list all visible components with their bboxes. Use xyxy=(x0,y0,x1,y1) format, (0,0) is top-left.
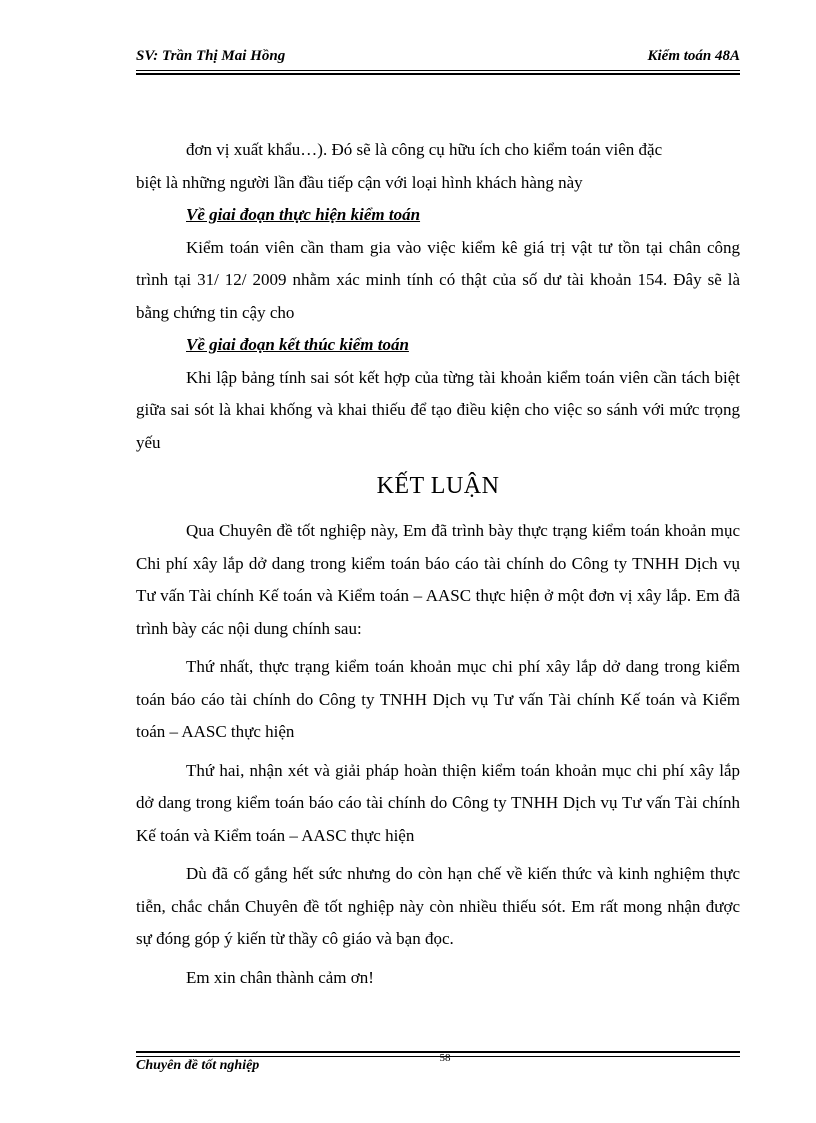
subheading-execution-phase: Về giai đoạn thực hiện kiểm toán xyxy=(186,205,421,224)
paragraph-6: Thứ hai, nhận xét và giải pháp hoàn thiện kiểm toán khoản mục chi phí xây lắp dở dang trong kiểm toán báo cáo tài chính do Công ty TNHH Dịch vụ Tư vấn Tài chính Kế toán và Kiểm toán – AASC thực hiện xyxy=(136,760,740,845)
footer-label: Chuyên đề tốt nghiệp xyxy=(136,1058,260,1073)
document-body xyxy=(136,134,740,994)
page-number: 58 xyxy=(439,1052,451,1064)
page-header xyxy=(136,48,740,65)
paragraph-3: Khi lập bảng tính sai sót kết hợp của từng tài khoản kiểm toán viên cần tách biệt giữa sai sót là khai khống và khai thiếu để tạo điều kiện cho việc so sánh với mức trọng yếu xyxy=(136,367,740,452)
paragraph-7: Dù đã cố gắng hết sức nhưng do còn hạn chế về kiến thức và kinh nghiệm thực tiễn, chắc chắn Chuyên đề tốt nghiệp này còn nhiều thiếu sót. Em rất mong nhận được sự đóng góp ý kiến từ thầy cô giáo và bạn đọc. xyxy=(136,864,740,948)
section-title-conclusion: KẾT LUẬN xyxy=(376,473,500,499)
header-rule-thick xyxy=(136,73,740,75)
header-class: Kiểm toán 48A xyxy=(647,48,740,64)
paragraph-1-rest: biệt là những người lần đầu tiếp cận với loại hình khách hàng này xyxy=(136,172,583,192)
paragraph-1-first-line: đơn vị xuất khẩu…). Đó sẽ là công cụ hữu ích cho kiểm toán viên đặc xyxy=(186,140,663,159)
header-rule-thin xyxy=(136,70,740,71)
paragraph-2: Kiểm toán viên cần tham gia vào việc kiểm kê giá trị vật tư tồn tại chân công trình tại 31/ 12/ 2009 nhằm xác minh tính có thật của số dư tài khoản 154. Đây sẽ là bằng chứng tin cậy cho xyxy=(136,237,740,322)
subheading-completion-phase: Về giai đoạn kết thúc kiểm toán xyxy=(186,335,409,354)
paragraph-8: Em xin chân thành cảm ơn! xyxy=(186,967,374,987)
header-author: SV: Trần Thị Mai Hồng xyxy=(136,48,286,64)
paragraph-5: Thứ nhất, thực trạng kiểm toán khoản mục chi phí xây lắp dở dang trong kiểm toán báo cáo tài chính do Công ty TNHH Dịch vụ Tư vấn Tài chính Kế toán và Kiểm toán – AASC thực hiện xyxy=(136,657,740,741)
paragraph-4: Qua Chuyên đề tốt nghiệp này, Em đã trình bày thực trạng kiểm toán khoản mục Chi phí xây lắp dở dang trong kiểm toán báo cáo tài chính do Công ty TNHH Dịch vụ Tư vấn Tài chính Kế toán và Kiểm toán – AASC thực hiện ở một đơn vị xây lắp. Em đã trình bày các nội dung chính sau: xyxy=(136,521,740,638)
